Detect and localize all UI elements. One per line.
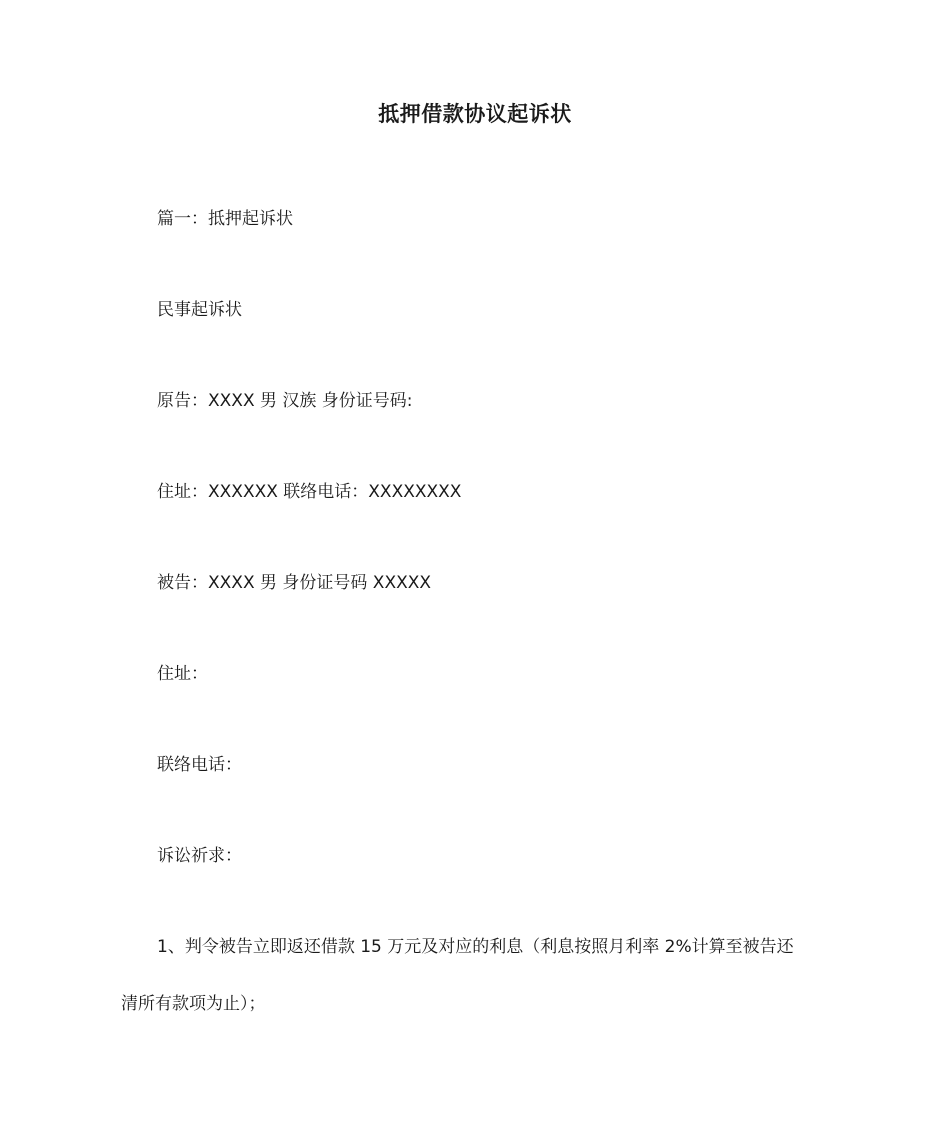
- plaintiff-address: 住址：XXXXXX 联络电话：XXXXXXXX: [157, 482, 462, 502]
- defendant-phone: 联络电话：: [157, 755, 242, 775]
- plaintiff-info: 原告：XXXX 男 汉族 身份证号码:: [157, 391, 413, 411]
- defendant-info: 被告：XXXX 男 身份证号码 XXXXX: [157, 573, 432, 593]
- defendant-address: 住址：: [157, 664, 208, 684]
- document-type: 民事起诉状: [157, 300, 242, 320]
- claim-item-1-continuation: 清所有款项为止）；: [121, 994, 266, 1014]
- section-heading: 篇一：抵押起诉状: [157, 209, 293, 229]
- document-title: 抵押借款协议起诉状: [378, 102, 572, 126]
- claims-heading: 诉讼祈求：: [157, 846, 242, 866]
- claim-item-1: 1、判令被告立即返还借款 15 万元及对应的利息（利息按照月利率 2%计算至被告还: [157, 937, 794, 957]
